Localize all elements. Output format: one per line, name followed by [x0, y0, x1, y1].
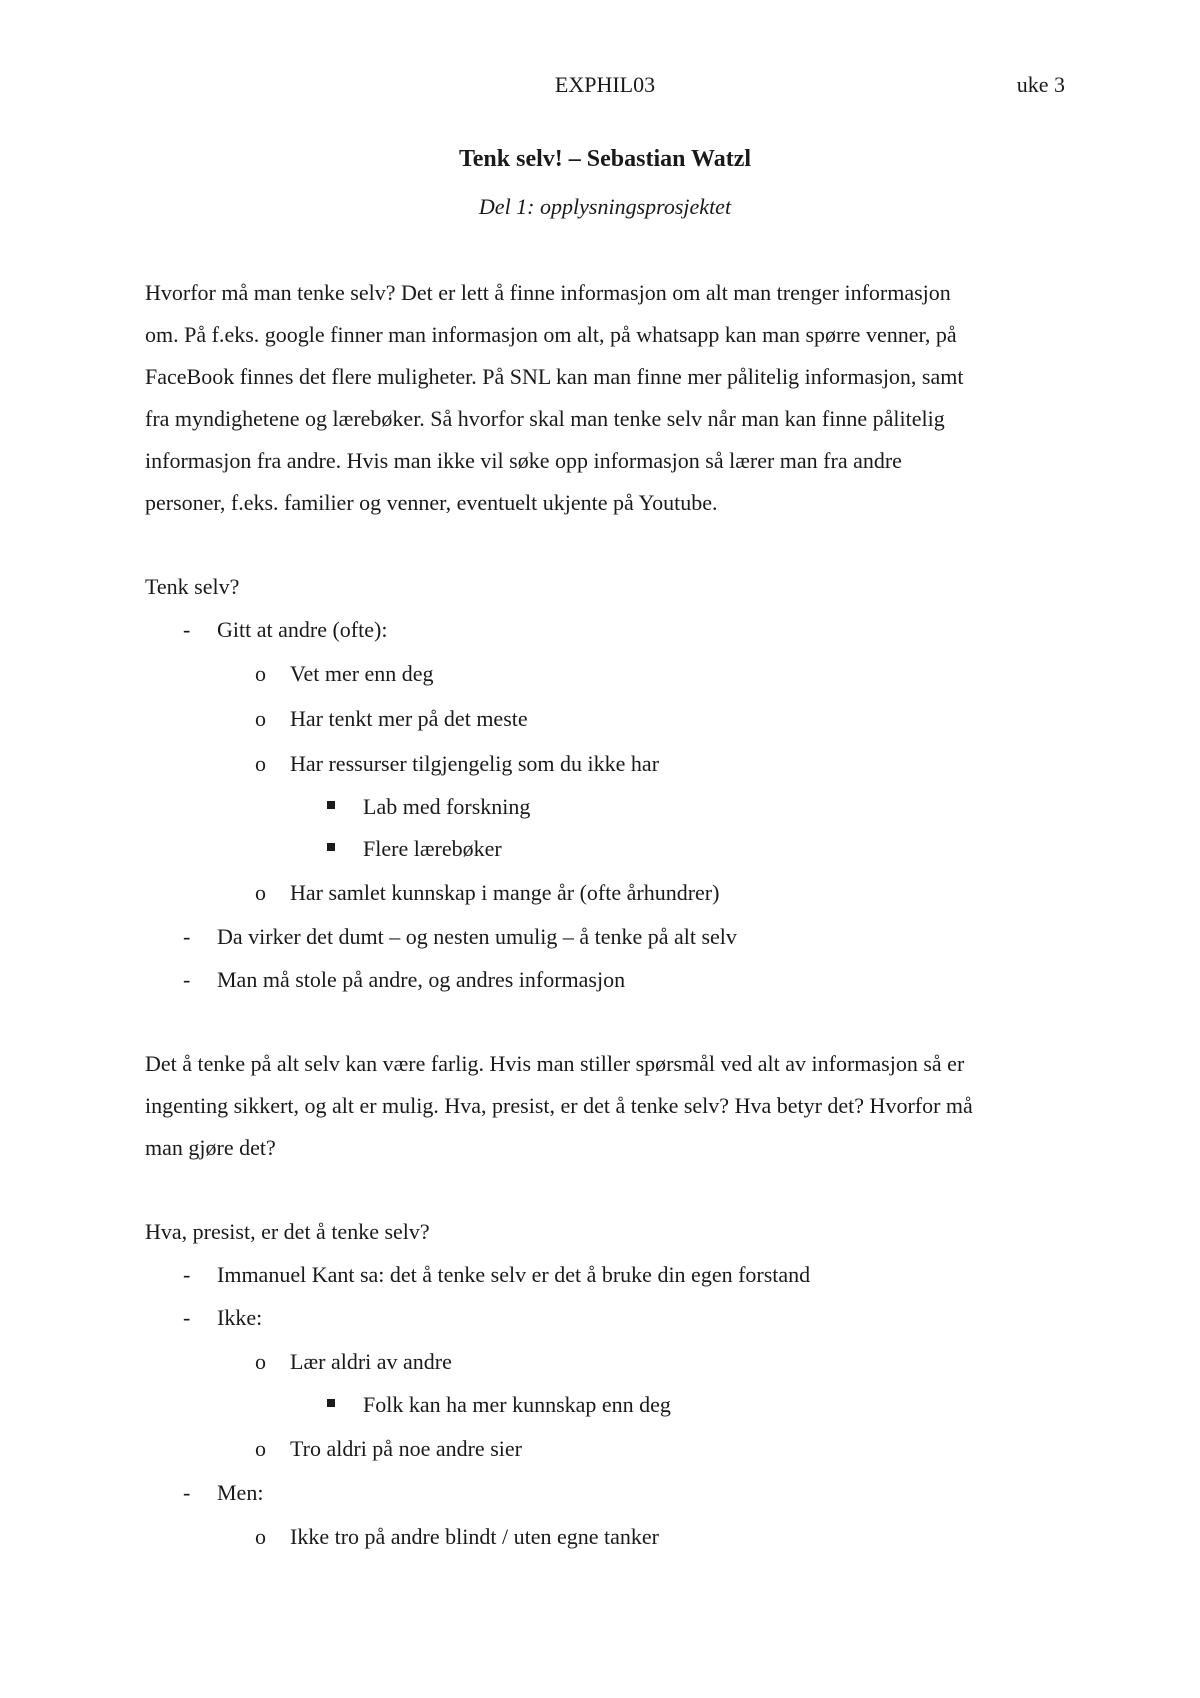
- list-item: [145, 741, 1065, 786]
- list-item: [145, 1384, 1065, 1426]
- list-item: [145, 1514, 1065, 1559]
- text-line: Hvorfor må man tenke selv? Det er lett å finne informasjon om alt man trenger informasjon: [145, 280, 951, 305]
- second-paragraph: [145, 1043, 1065, 1169]
- list-item: [145, 696, 1065, 741]
- bullet-list: [145, 1253, 1065, 1339]
- sub-list: [145, 1426, 1065, 1471]
- list-item: [145, 915, 1065, 958]
- circle-marker: o: [255, 1349, 266, 1374]
- list-item: [145, 1426, 1065, 1471]
- list-item-text: Folk kan ha mer kunnskap enn deg: [363, 1392, 671, 1417]
- list-item: [145, 828, 1065, 870]
- list-item: [145, 786, 1065, 828]
- sub-list: [145, 651, 1065, 786]
- circle-marker: o: [255, 661, 266, 686]
- list-item-text: Lab med forskning: [363, 794, 531, 819]
- sub-sub-list: [145, 1384, 1065, 1426]
- document-body: [145, 272, 1065, 1559]
- list-item: [145, 1339, 1065, 1384]
- list-item: [145, 958, 1065, 1001]
- list-item: [145, 608, 1065, 651]
- list-item-text: Har samlet kunnskap i mange år (ofte århundrer): [290, 880, 720, 905]
- sub-list: [145, 870, 1065, 915]
- circle-marker: o: [255, 706, 266, 731]
- list-item-text: Har tenkt mer på det meste: [290, 706, 528, 731]
- text-line: personer, f.eks. familier og venner, eventuelt ukjente på Youtube.: [145, 490, 718, 515]
- list-item-text: Ikke tro på andre blindt / uten egne tanker: [290, 1524, 659, 1549]
- list-item: [145, 1471, 1065, 1514]
- dash-marker: -: [183, 1480, 191, 1505]
- text-line: Det å tenke på alt selv kan være farlig. Hvis man stiller spørsmål ved alt av informasjon så er: [145, 1051, 965, 1076]
- square-bullet-icon: [327, 843, 335, 851]
- list-item-text: Har ressurser tilgjengelig som du ikke har: [290, 751, 660, 776]
- week-label: uke 3: [1016, 72, 1065, 97]
- circle-marker: o: [255, 880, 266, 905]
- square-bullet-icon: [327, 1399, 335, 1407]
- square-bullet-icon: [327, 801, 335, 809]
- text-line: FaceBook finnes det flere muligheter. På SNL kan man finne mer pålitelig informasjon, samt: [145, 364, 964, 389]
- list-item: [145, 1296, 1065, 1339]
- dash-marker: -: [183, 1262, 191, 1287]
- text-line: om. På f.eks. google finner man informasjon om alt, på whatsapp kan man spørre venner, på: [145, 322, 957, 347]
- list-item-text: Gitt at andre (ofte):: [217, 617, 388, 642]
- text-line: informasjon fra andre. Hvis man ikke vil søke opp informasjon så lærer man fra andre: [145, 448, 902, 473]
- list-item: [145, 870, 1065, 915]
- dash-marker: -: [183, 1305, 191, 1330]
- course-code: EXPHIL03: [554, 72, 656, 97]
- circle-marker: o: [255, 1436, 266, 1461]
- text-line: man gjøre det?: [145, 1135, 276, 1160]
- list-item: [145, 1253, 1065, 1296]
- text-line: fra myndighetene og lærebøker. Så hvorfor skal man tenke selv når man kan finne pålitelig: [145, 406, 945, 431]
- circle-marker: o: [255, 751, 266, 776]
- list-item-text: Lær aldri av andre: [290, 1349, 452, 1374]
- dash-marker: -: [183, 617, 191, 642]
- section-heading: Hva, presist, er det å tenke selv?: [145, 1219, 430, 1244]
- document-subtitle: Del 1: opplysningsprosjektet: [478, 194, 732, 219]
- circle-marker: o: [255, 1524, 266, 1549]
- text-line: ingenting sikkert, og alt er mulig. Hva, presist, er det å tenke selv? Hva betyr det? Hvorfor må: [145, 1093, 973, 1118]
- bullet-list: [145, 608, 1065, 651]
- intro-paragraph: [145, 272, 1065, 524]
- document-title: Tenk selv! – Sebastian Watzl: [458, 146, 752, 172]
- sub-sub-list: [145, 786, 1065, 870]
- list-item: [145, 651, 1065, 696]
- list-item-text: Ikke:: [217, 1305, 263, 1330]
- dash-marker: -: [183, 967, 191, 992]
- list-item-text: Men:: [217, 1480, 264, 1505]
- list-item-text: Immanuel Kant sa: det å tenke selv er det å bruke din egen forstand: [217, 1262, 811, 1287]
- list-item-text: Tro aldri på noe andre sier: [290, 1436, 522, 1461]
- section-heading: Tenk selv?: [145, 574, 240, 599]
- list-item-text: Da virker det dumt – og nesten umulig – å tenke på alt selv: [217, 924, 737, 949]
- list-item-text: Flere lærebøker: [363, 836, 502, 861]
- bullet-list: [145, 1471, 1065, 1514]
- sub-list: [145, 1339, 1065, 1384]
- sub-list: [145, 1514, 1065, 1559]
- bullet-list: [145, 915, 1065, 1001]
- page-header: [145, 72, 1065, 102]
- list-item-text: Vet mer enn deg: [290, 661, 434, 686]
- dash-marker: -: [183, 924, 191, 949]
- list-item-text: Man må stole på andre, og andres informasjon: [217, 967, 626, 992]
